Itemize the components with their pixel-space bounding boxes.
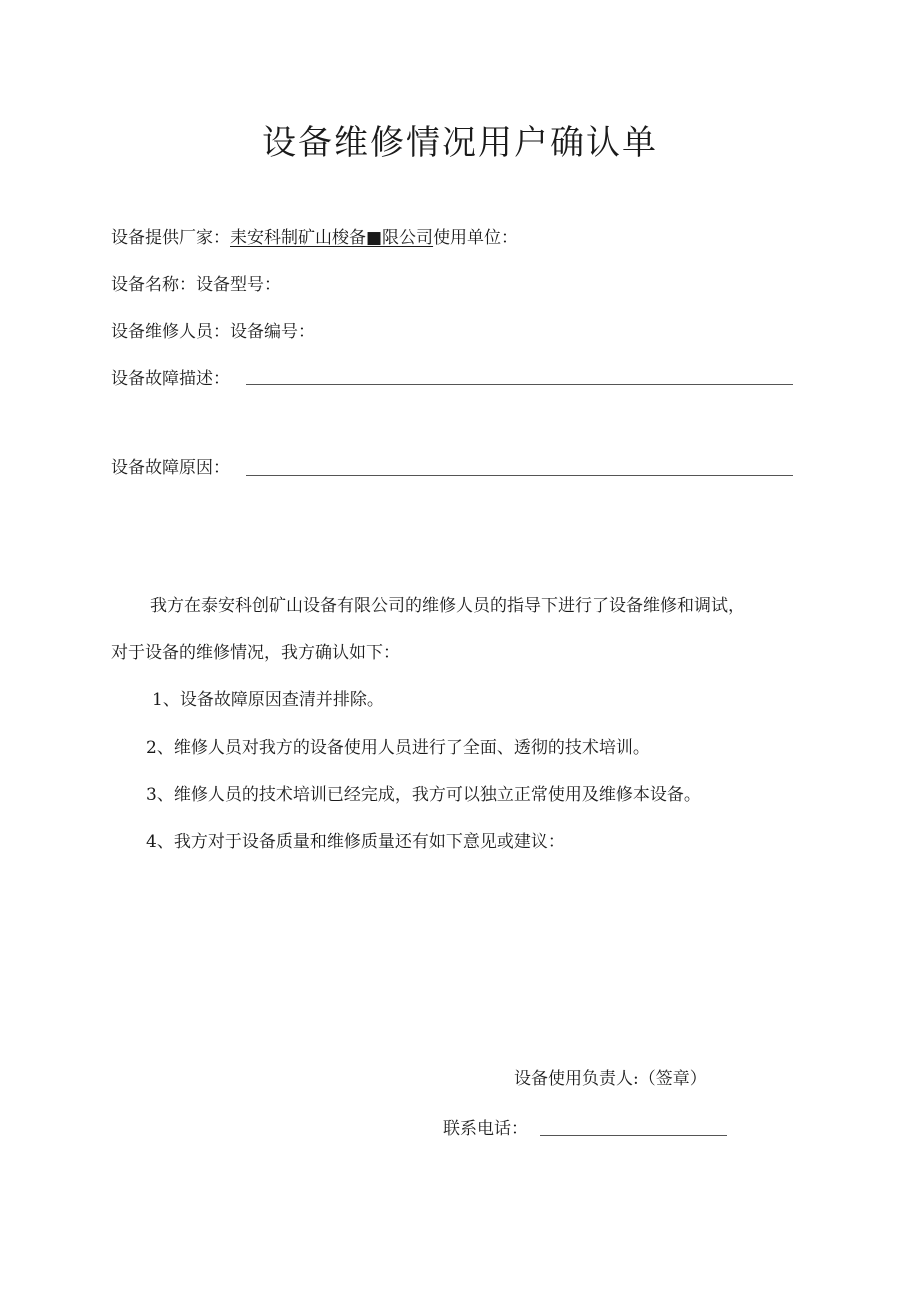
repair-staff-row bbox=[111, 320, 315, 344]
device-name-label: 设备名称： bbox=[111, 275, 196, 295]
fault-cause-label: 设备故障原因： bbox=[111, 458, 230, 478]
phone-blank bbox=[540, 1135, 727, 1136]
page-title: 设备维修情况用户确认单 bbox=[262, 123, 658, 163]
manufacturer-value: 耒安科制矿山梭备■限公司 bbox=[230, 228, 434, 248]
manufacturer-label: 设备提供厂家： bbox=[111, 228, 230, 248]
phone-label: 联系电话： bbox=[443, 1119, 528, 1139]
fault-description-label: 设备故障描述： bbox=[111, 369, 230, 389]
device-name-row bbox=[111, 273, 281, 297]
fault-description-blank bbox=[246, 384, 793, 385]
confirm-item-1: 1、设备故障原因查清并排除。 bbox=[152, 690, 384, 710]
responsible-person-label: 设备使用负责人:（签章） bbox=[514, 1069, 707, 1089]
statement-line-1: 我方在泰安科创矿山设备有限公司的维修人员的指导下进行了设备维修和调试， bbox=[150, 596, 745, 616]
repair-staff-label: 设备维修人员： bbox=[111, 322, 230, 342]
fault-cause-blank bbox=[246, 475, 793, 476]
confirm-item-2: 2、维修人员对我方的设备使用人员进行了全面、透彻的技术培训。 bbox=[146, 738, 650, 758]
device-model-label: 设备型号： bbox=[196, 275, 281, 295]
statement-line-2: 对于设备的维修情况，我方确认如下： bbox=[111, 643, 400, 663]
confirm-item-3: 3、维修人员的技术培训已经完成，我方可以独立正常使用及维修本设备。 bbox=[146, 785, 701, 805]
confirm-item-4: 4、我方对于设备质量和维修质量还有如下意见或建议： bbox=[146, 832, 565, 852]
manufacturer-row bbox=[111, 226, 518, 250]
user-unit-label: 使用单位： bbox=[433, 228, 519, 248]
device-number-label: 设备编号： bbox=[230, 322, 315, 342]
